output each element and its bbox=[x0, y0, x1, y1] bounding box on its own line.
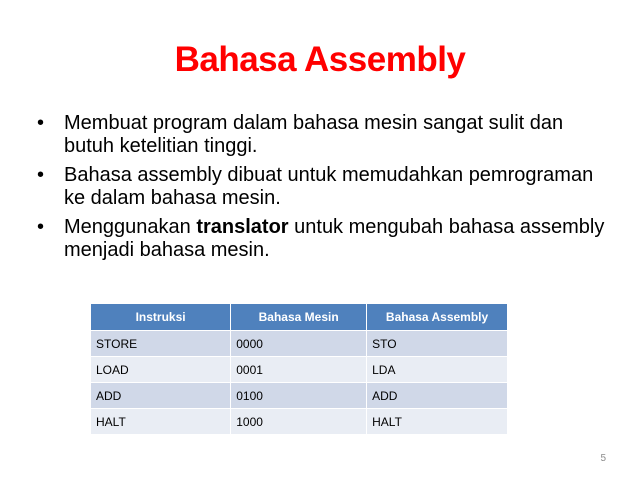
column-header: Instruksi bbox=[91, 304, 231, 331]
bullet-text bbox=[64, 216, 604, 261]
instruction-table bbox=[91, 304, 507, 434]
bullet-text-after: untuk mengubah bahasa assembly menjadi bahasa mesin. bbox=[64, 216, 605, 261]
table-cell: 1000 bbox=[231, 409, 367, 435]
table-cell: STORE bbox=[91, 331, 231, 357]
bullet-text-bold: translator bbox=[196, 216, 289, 238]
slide-title: Bahasa Assembly bbox=[174, 40, 466, 79]
bullet-text-before: Menggunakan bbox=[64, 216, 197, 238]
table-row bbox=[91, 357, 507, 383]
page-number: 5 bbox=[600, 453, 606, 464]
bullet-dot-icon: • bbox=[37, 112, 45, 134]
table-cell: HALT bbox=[91, 409, 231, 435]
table-row bbox=[91, 331, 507, 357]
bullet-item bbox=[34, 164, 614, 210]
table-cell: 0000 bbox=[231, 331, 367, 357]
bullet-dot-icon: • bbox=[37, 164, 45, 186]
table-cell: 0001 bbox=[231, 357, 367, 383]
table-cell: LDA bbox=[367, 357, 507, 383]
bullet-item bbox=[34, 216, 614, 262]
bullet-dot-icon: • bbox=[37, 216, 45, 238]
bullet-item bbox=[34, 112, 614, 158]
table-cell: HALT bbox=[367, 409, 507, 435]
table-cell: STO bbox=[367, 331, 507, 357]
bullet-list bbox=[34, 112, 614, 268]
column-header: Bahasa Mesin bbox=[231, 304, 367, 331]
table-cell: ADD bbox=[91, 383, 231, 409]
bullet-text: Bahasa assembly dibuat untuk memudahkan pemrograman ke dalam bahasa mesin. bbox=[64, 164, 594, 209]
bullet-text: Membuat program dalam bahasa mesin sangat sulit dan butuh ketelitian tinggi. bbox=[64, 112, 564, 157]
table-row bbox=[91, 409, 507, 435]
table-row bbox=[91, 383, 507, 409]
table-header-row bbox=[91, 304, 507, 331]
table-cell: LOAD bbox=[91, 357, 231, 383]
column-header: Bahasa Assembly bbox=[367, 304, 507, 331]
table-cell: ADD bbox=[367, 383, 507, 409]
table-cell: 0100 bbox=[231, 383, 367, 409]
